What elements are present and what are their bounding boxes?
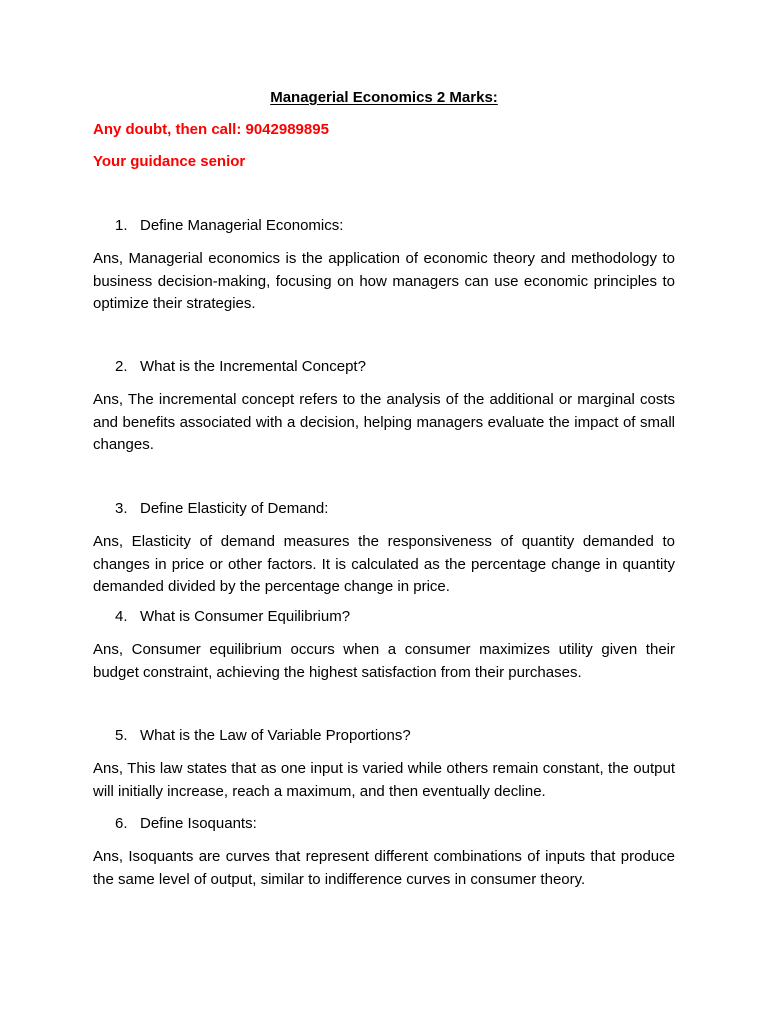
answer-text: Ans, Consumer equilibrium occurs when a consumer maximizes utility given their budget constraint, achieving the highest satisfaction from their purchases. [93, 641, 675, 681]
qa-item-5 [93, 725, 675, 803]
question-text: What is Consumer Equilibrium? [140, 608, 351, 625]
question-number: 4. [115, 608, 128, 625]
question-text: What is the Incremental Concept? [140, 358, 366, 375]
question [115, 498, 675, 520]
answer-text: Ans, The incremental concept refers to the analysis of the additional or marginal costs and benefits associated with a decision, helping managers evaluate the impact of small changes. [93, 391, 675, 453]
page-title: Managerial Economics 2 Marks: [270, 89, 498, 106]
question [115, 606, 675, 628]
qa-item-2 [93, 356, 675, 457]
answer-text: Ans, Isoquants are curves that represent different combinations of inputs that produce the same level of output, similar to indifference curves in consumer theory. [93, 848, 675, 888]
question [115, 215, 675, 237]
qa-item-3 [93, 498, 675, 599]
qa-item-6 [93, 813, 675, 891]
answer-text: Ans, Managerial economics is the application of economic theory and methodology to business decision-making, focusing on how managers can use economic principles to optimize their strategies. [93, 250, 675, 312]
contact-line: Any doubt, then call: 9042989895 [93, 121, 329, 138]
question-text: Define Elasticity of Demand: [140, 500, 329, 517]
question-number: 5. [115, 727, 128, 744]
signature-line: Your guidance senior [93, 153, 246, 170]
question-number: 6. [115, 815, 128, 832]
question-text: What is the Law of Variable Proportions? [140, 727, 411, 744]
answer-text: Ans, This law states that as one input is varied while others remain constant, the output will initially increase, reach a maximum, and then eventually decline. [93, 760, 675, 800]
qa-item-1 [93, 215, 675, 316]
question [115, 813, 675, 835]
question-number: 3. [115, 500, 128, 517]
question-text: Define Managerial Economics: [140, 217, 344, 234]
question-text: Define Isoquants: [140, 815, 257, 832]
question-number: 1. [115, 217, 128, 234]
question-number: 2. [115, 358, 128, 375]
question [115, 725, 675, 747]
answer-text: Ans, Elasticity of demand measures the responsiveness of quantity demanded to changes in price or other factors. It is calculated as the percentage change in quantity demanded divided by the percentage change in price. [93, 533, 675, 595]
qa-item-4 [93, 606, 675, 684]
question [115, 356, 675, 378]
